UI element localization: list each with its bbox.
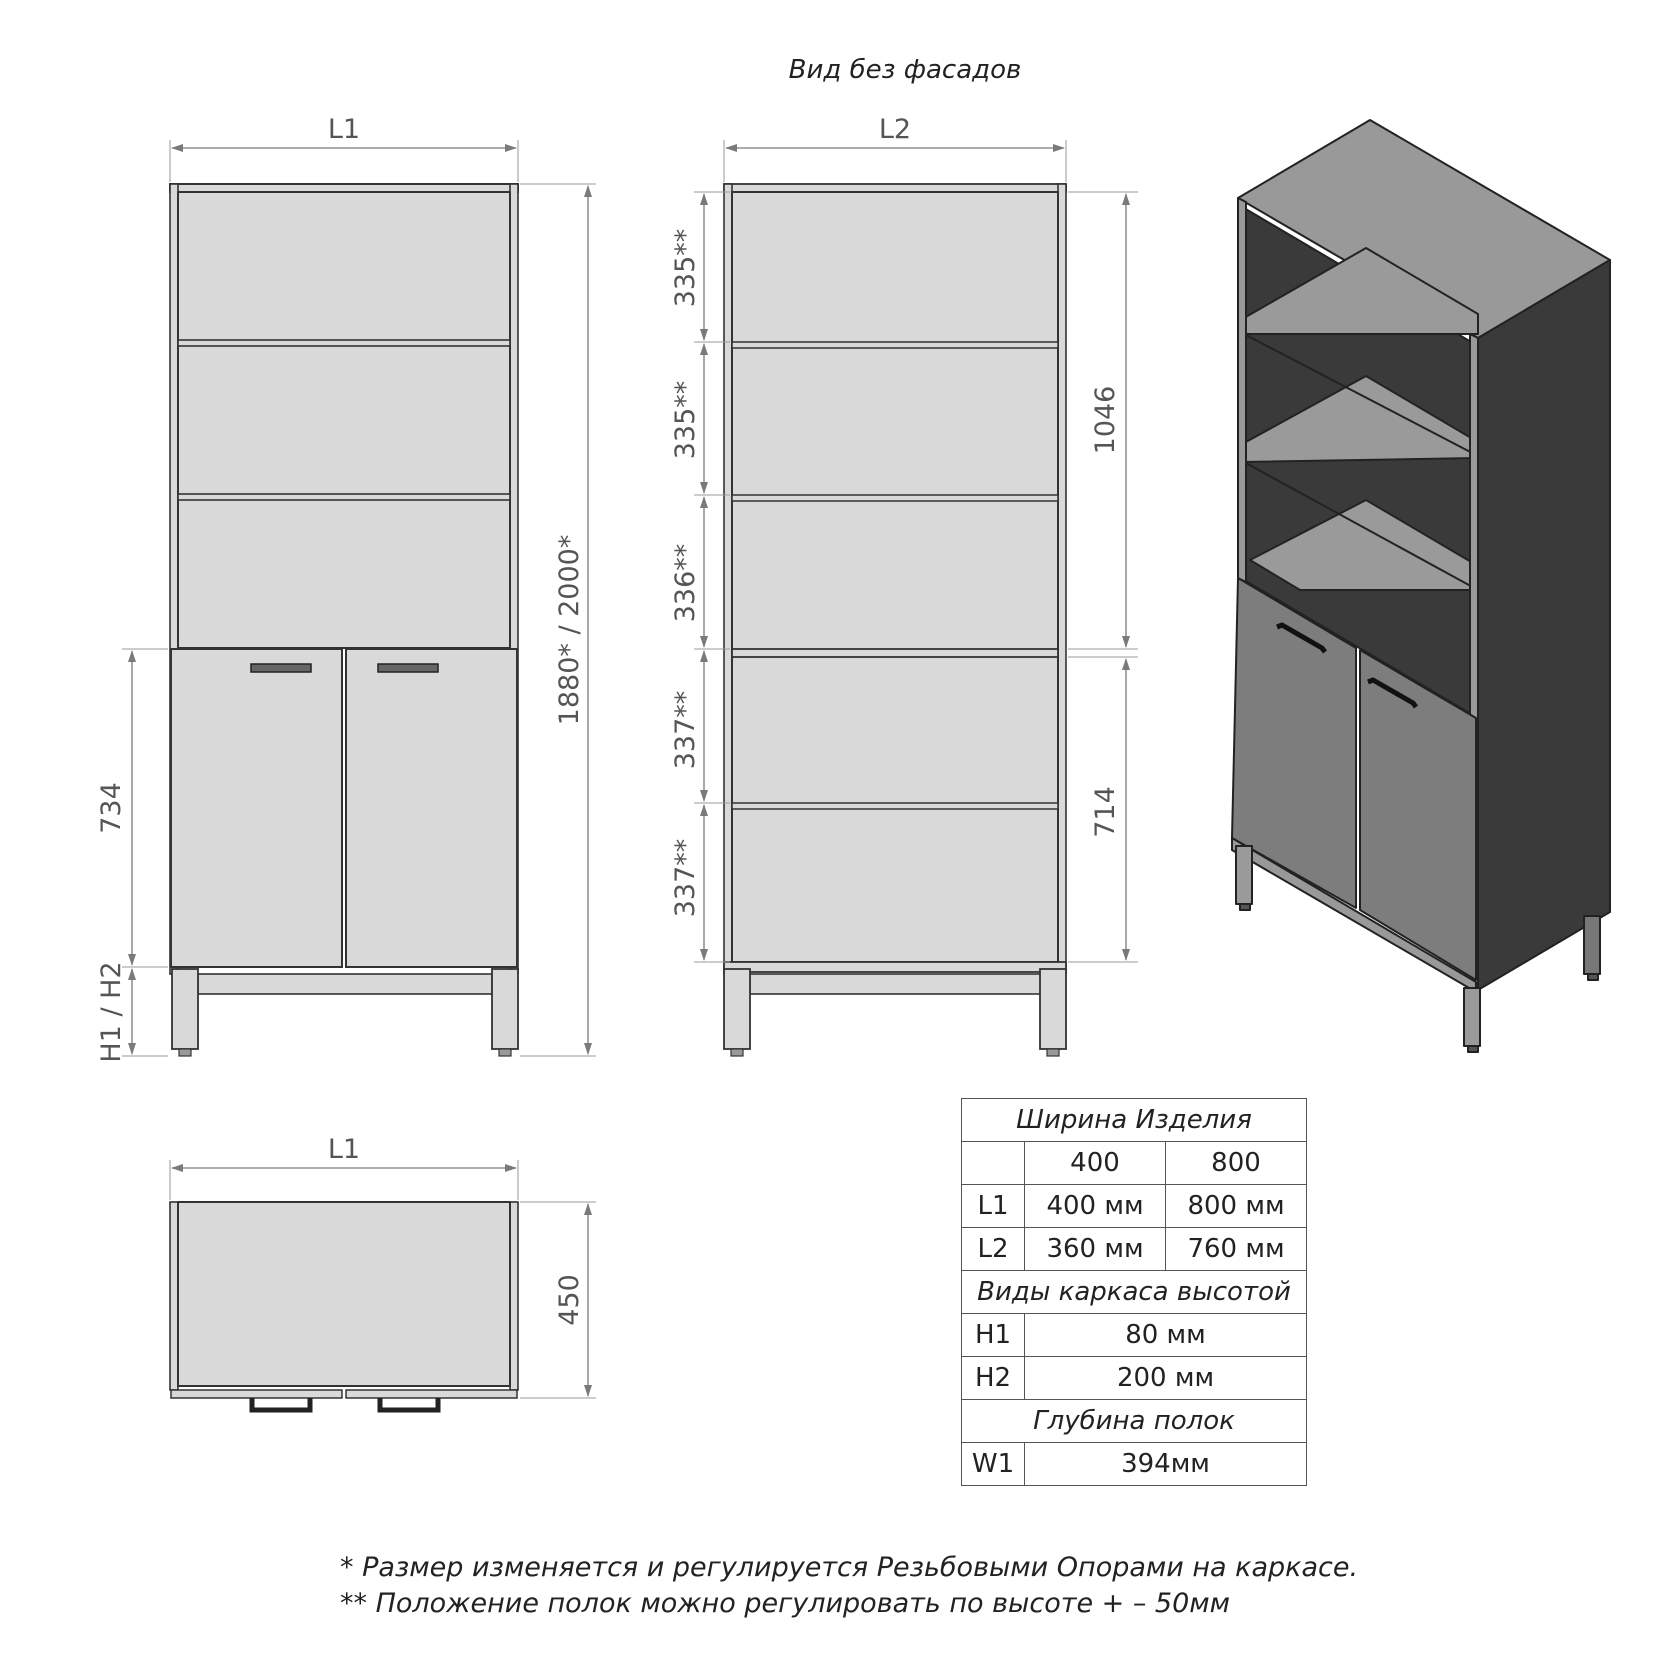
- spec-empty-cell: [962, 1142, 1025, 1185]
- dim-upper-section: 1046: [1090, 385, 1121, 455]
- side-shelf-1: [732, 342, 1058, 348]
- side-right-leg: [1040, 969, 1066, 1049]
- side-base-rail: [750, 974, 1042, 994]
- side-top-plate: [724, 184, 1066, 192]
- top-right-post: [510, 1202, 518, 1390]
- side-back-panel: [732, 192, 1058, 962]
- dim-lower-height: 734: [96, 782, 127, 834]
- side-bottom-plate: [724, 962, 1066, 972]
- iso-front-edge: [1470, 334, 1478, 720]
- side-left-foot: [731, 1049, 743, 1056]
- side-shelf-3: [732, 803, 1058, 809]
- front-base-rail: [198, 974, 492, 994]
- iso-foot-1: [1240, 904, 1250, 910]
- dim-shelf-gap-3: 336**: [670, 543, 701, 623]
- footnote-2: ** Положение полок можно регулировать по высоте + – 50мм: [340, 1588, 1231, 1619]
- top-right-handle: [380, 1398, 438, 1410]
- spec-l1-label: L1: [962, 1185, 1025, 1228]
- isometric-view: [1232, 120, 1610, 1052]
- iso-foot-2: [1468, 1046, 1478, 1052]
- front-right-handle: [378, 664, 438, 672]
- spec-l2-800: 760 мм: [1166, 1228, 1307, 1271]
- iso-left-post: [1238, 198, 1246, 582]
- spec-h2-label: H2: [962, 1357, 1025, 1400]
- spec-h2-value: 200 мм: [1025, 1357, 1307, 1400]
- front-shelf-2: [178, 494, 510, 500]
- front-left-door: [171, 649, 342, 967]
- spec-l1-800: 800 мм: [1166, 1185, 1307, 1228]
- spec-w1-value: 394мм: [1025, 1443, 1307, 1486]
- top-panel: [178, 1202, 510, 1386]
- front-left-foot: [179, 1049, 191, 1056]
- top-left-post: [170, 1202, 178, 1390]
- spec-h1-label: H1: [962, 1314, 1025, 1357]
- top-view: [170, 1202, 518, 1410]
- iso-leg-front-right: [1464, 988, 1480, 1046]
- front-top-plate: [170, 184, 518, 192]
- spec-frame-title: Виды каркаса высотой: [962, 1271, 1307, 1314]
- front-back-panel: [178, 192, 510, 648]
- side-divider: [732, 649, 1058, 657]
- side-right-post: [1058, 184, 1066, 974]
- side-left-post: [724, 184, 732, 974]
- front-right-foot: [499, 1049, 511, 1056]
- front-right-door: [346, 649, 517, 967]
- spec-l2-label: L2: [962, 1228, 1025, 1271]
- side-right-foot: [1047, 1049, 1059, 1056]
- spec-w1-label: W1: [962, 1443, 1025, 1486]
- side-shelf-2: [732, 495, 1058, 501]
- footnote-1: * Размер изменяется и регулируется Резьбовыми Опорами на каркасе.: [340, 1552, 1359, 1583]
- spec-width-title: Ширина Изделия: [962, 1099, 1307, 1142]
- top-right-door-edge: [346, 1390, 517, 1398]
- front-right-leg: [492, 969, 518, 1049]
- iso-side-panel: [1478, 260, 1610, 990]
- dim-total-height: 1880* / 2000*: [554, 534, 585, 726]
- iso-foot-3: [1588, 974, 1598, 980]
- side-view: [724, 184, 1066, 1056]
- front-left-leg: [172, 969, 198, 1049]
- front-view: [170, 184, 518, 1056]
- side-left-leg: [724, 969, 750, 1049]
- dim-front-width: L1: [327, 114, 361, 145]
- dim-depth: 450: [554, 1274, 585, 1326]
- front-shelf-1: [178, 340, 510, 346]
- front-left-handle: [251, 664, 311, 672]
- spec-depth-title: Глубина полок: [962, 1400, 1307, 1443]
- top-left-door-edge: [171, 1390, 342, 1398]
- spec-col-400: 400: [1025, 1142, 1166, 1185]
- dim-shelf-gap-2: 335**: [670, 380, 701, 460]
- dim-shelf-gap-4: 337**: [670, 690, 701, 770]
- top-left-handle: [252, 1398, 310, 1410]
- dim-top-width: L1: [327, 1134, 361, 1165]
- dim-side-width: L2: [878, 114, 912, 145]
- spec-h1-value: 80 мм: [1025, 1314, 1307, 1357]
- spec-l1-400: 400 мм: [1025, 1185, 1166, 1228]
- spec-table: [961, 1098, 1307, 1486]
- dim-shelf-gap-5: 337**: [670, 838, 701, 918]
- view-title: Вид без фасадов: [788, 55, 1022, 85]
- dim-base-height: H1 / H2: [96, 961, 127, 1063]
- spec-l2-400: 360 мм: [1025, 1228, 1166, 1271]
- dim-lower-section: 714: [1090, 786, 1121, 838]
- iso-leg-back-right: [1584, 916, 1600, 974]
- iso-leg-front-left: [1236, 846, 1252, 904]
- spec-col-800: 800: [1166, 1142, 1307, 1185]
- dim-shelf-gap-1: 335**: [670, 228, 701, 308]
